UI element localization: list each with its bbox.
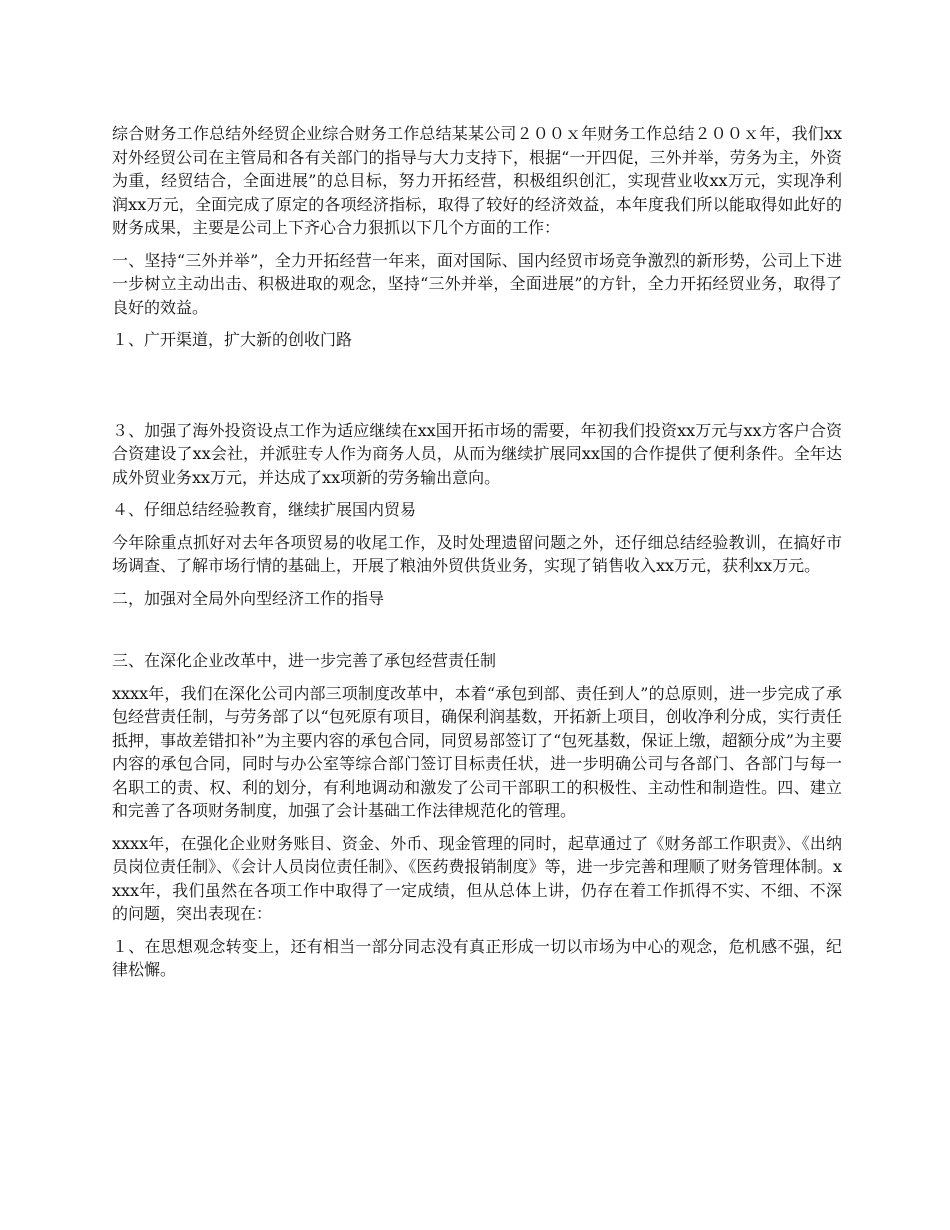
paragraph-domestic-trade: 今年除重点抓好对去年各项贸易的收尾工作，及时处理遗留问题之外，还仔细总结经验教训，在搞好市场调查、了解市场行情的基础上，开展了粮油外贸供货业务，实现了销售收入xx万元，获利xx万元。 [112,532,842,575]
paragraph-intro: 综合财务工作总结外经贸企业综合财务工作总结某某公司２００ｘ年财务工作总结２００ｘ年，我们xx对外经贸公司在主管局和各有关部门的指导与大力支持下，根据“一开四促，三外并举，劳务为主，外资为重，经贸结合，全面进展”的总目标，努力开拓经营，积极组织创汇，实现营业收xx万元，实现净利润xx万元，全面完成了原定的各项经济指标，取得了较好的经济效益，本年度我们所以能取得如此好的财务成果，主要是公司上下齐心合力狠抓以下几个方面的工作： [112,124,842,237]
paragraph-section-1: 一、坚持“三外并举”，全力开拓经营一年来，面对国际、国内经贸市场竞争激烈的新形势，公司上下进一步树立主动出击、积极进取的观念，坚持“三外并举，全面进展”的方针，全力开拓经贸业务，取得了良好的效益。 [112,250,842,317]
paragraph-problem-1: １、在思想观念转变上，还有相当一部分同志没有真正形成一切以市场为中心的观念，危机感不强，纪律松懈。 [112,936,842,979]
blank-gap [112,361,842,419]
paragraph-item-1: １、广开渠道，扩大新的创收门路 [112,330,353,349]
paragraph-finance-management: xxxx年，在强化企业财务账目、资金、外币、现金管理的同时，起草通过了《财务部工作职责》、《出纳员岗位责任制》、《会计人员岗位责任制》、《医药费报销制度》等，进一步完善和理顺了财务管理体制。xxxx年，我们虽然在各项工作中取得了一定成绩，但从总体上讲，仍存在着工作抓得不实、不细、不深的问题，突出表现在： [112,833,842,923]
paragraph-section-2: 二，加强对全局外向型经济工作的指导 [112,588,385,608]
paragraph-section-3: 三、在深化企业改革中，进一步完善了承包经营责任制 [112,651,497,670]
paragraph-item-3: ３、加强了海外投资设点工作为适应继续在xx国开拓市场的需要，年初我们投资xx万元与xx方客户合资合资建设了xx会社，并派驻专人作为商务人员，从而为继续扩展同xx国的合作提供了便利条件。全年达成外贸业务xx万元，并达成了xx项新的劳务输出意向。 [112,420,842,487]
paragraph-reform: xxxx年，我们在深化公司内部三项制度改革中，本着“承包到部、责任到人”的总原则，进一步完成了承包经营责任制，与劳务部了以“包死原有项目，确保利润基数，开拓新上项目，创收净利分成，实行责任抵押，事故差错扣补”为主要内容的承包合同，同贸易部签订了“包死基数，保证上缴，超额分成”为主要内容的承包合同，同时与办公室等综合部门签订目标责任状，进一步明确公司与各部门、各部门与每一名职工的责、权、利的划分，有利地调动和激发了公司干部职工的积极性、主动性和制造性。四、建立和完善了各项财务制度，加强了会计基础工作法律规范化的管理。 [112,683,842,820]
paragraph-item-4: ４、仔细总结经验教育，继续扩展国内贸易 [112,500,417,519]
document-body [112,122,842,991]
blank-gap [112,619,842,649]
